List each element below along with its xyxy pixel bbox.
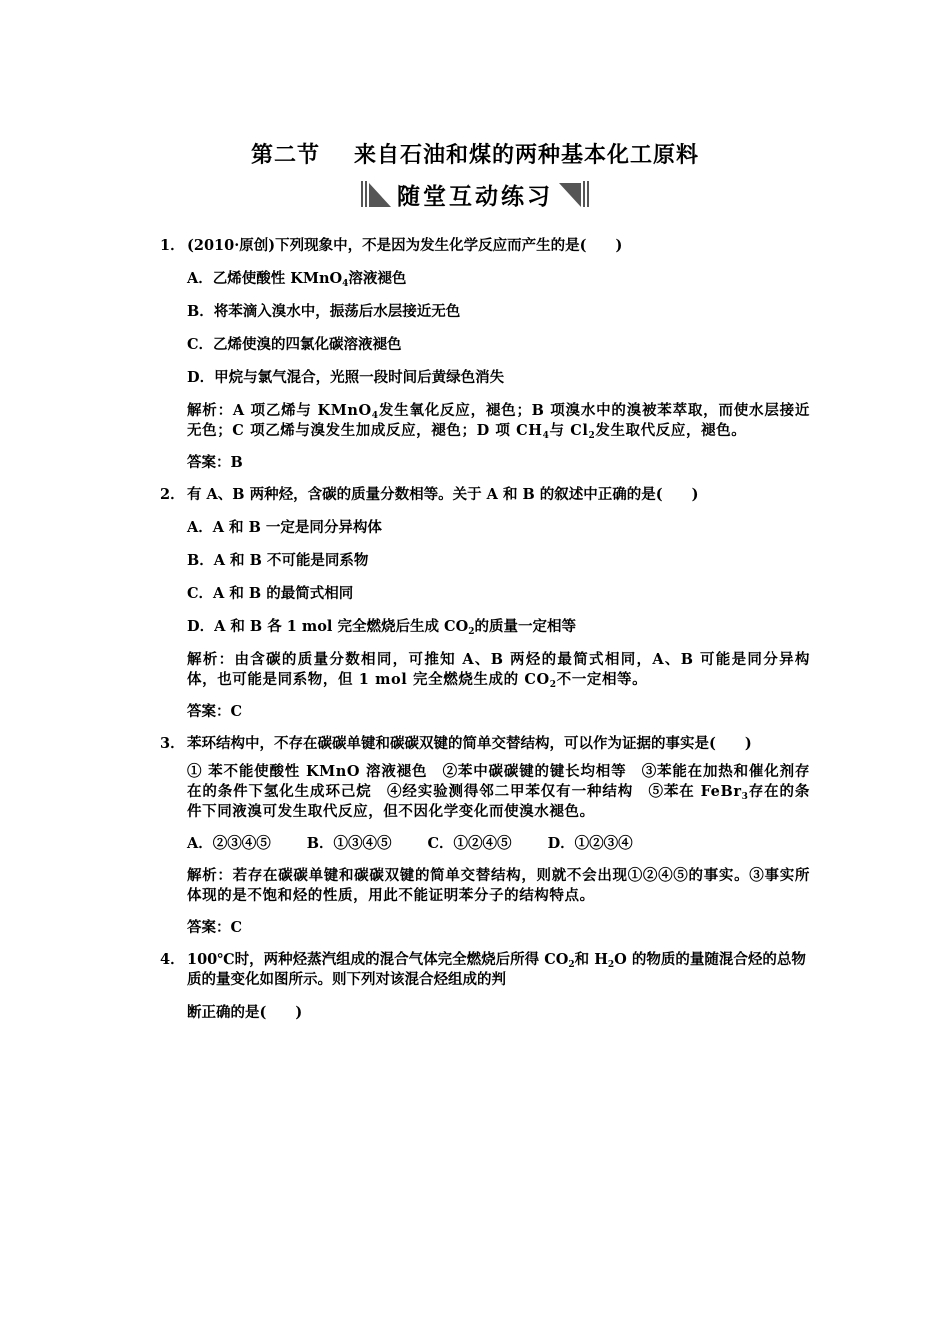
question-stem-continued: 断正确的是( ) [187, 1004, 303, 1021]
option-b: B．A 和 B 不可能是同系物 [187, 552, 369, 569]
option-c: C．乙烯使溴的四氯化碳溶液褪色 [187, 336, 402, 353]
questions [160, 236, 810, 1036]
question-number: 3． [160, 735, 185, 752]
option-d: D．甲烷与氯气混合，光照一段时间后黄绿色消失 [187, 369, 505, 386]
option-a: A．②③④⑤ [187, 835, 271, 852]
question-stem: (2010·原创)下列现象中，不是因为发生化学反应而产生的是( ) [187, 237, 623, 254]
option-c: C．A 和 B 的最简式相同 [187, 585, 354, 602]
explanation: 解析：由含碳的质量分数相同，可推知 A、B 两烃的最简式相同，A、B 可能是同分异构体，也可能是同系物，但 1 mol 完全燃烧生成的 $CO_2$不一定相等。 [187, 651, 810, 690]
section-number: 第二节 [250, 142, 320, 168]
banner-title: 随堂互动练习 [397, 183, 553, 210]
question-number: 4． [160, 951, 185, 968]
question-stem: 苯环结构中，不存在碳碳单键和碳碳双键的简单交替结构，可以作为证据的事实是( ) [187, 735, 752, 752]
answer: 答案：C [187, 919, 243, 936]
answer: 答案：C [187, 703, 243, 720]
explanation: 解析：若存在碳碳单键和碳碳双键的简单交替结构，则就不会出现①②④⑤的事实。③事实所体现的是不饱和烃的性质，用此不能证明苯分子的结构特点。 [187, 867, 810, 904]
practice-banner [0, 177, 950, 211]
option-a: A．A 和 B 一定是同分异构体 [187, 519, 382, 536]
option-d: D．①②③④ [547, 835, 633, 852]
question-number: 1． [160, 237, 185, 254]
option-b: B．将苯滴入溴水中，振荡后水层接近无色 [187, 303, 461, 320]
question-1 [160, 236, 810, 256]
question-stem: 有 A、B 两种烃，含碳的质量分数相等。关于 A 和 B 的叙述中正确的是( ) [187, 486, 699, 503]
question-3 [160, 734, 810, 754]
question-2 [160, 485, 810, 505]
option-d: D．A 和 B 各 1 mol 完全燃烧后生成 $CO_2$的质量一定相等 [187, 618, 576, 637]
explanation: 解析：A 项乙烯与 KMnO$_4$发生氧化反应，褪色；B 项溴水中的溴被苯萃取，而使水层接近无色；C 项乙烯与溴发生加成反应，褪色；D 项 $CH_4$与 $Cl_2$发生取代反应，褪色。 [187, 402, 811, 441]
option-c: C．①②④⑤ [427, 835, 512, 852]
page-title [0, 138, 950, 169]
question-number: 2． [160, 486, 185, 503]
option-a: A．乙烯使酸性 KMnO$_4$溶液褪色 [187, 270, 407, 289]
question-4 [160, 950, 810, 990]
options-row [187, 834, 810, 854]
section-name: 来自石油和煤的两种基本化工原料 [354, 142, 700, 168]
banner-right-triangle-icon [559, 179, 589, 209]
option-b: B．①③④⑤ [306, 835, 392, 852]
answer: 答案：B [187, 454, 243, 471]
facts: ① 苯不能使酸性 KMnO 溶液褪色 ②苯中碳碳键的键长均相等 ③苯能在加热和催化剂存在的条件下氢化生成环己烷 ④经实验测得邻二甲苯仅有一种结构 ⑤苯在 FeBr$_3$存在的条件下同液溴可发生取代反应，但不因化学变化而使溴水褪色。 [187, 763, 811, 820]
banner-left-triangle-icon [361, 179, 391, 209]
question-stem: 100℃时，两种烃蒸汽组成的混合气体完全燃烧后所得 $CO_2$和 $H_2O$ 的物质的量随混合烃的总物质的量变化如图所示。则下列对该混合烃组成的判 [187, 951, 806, 988]
